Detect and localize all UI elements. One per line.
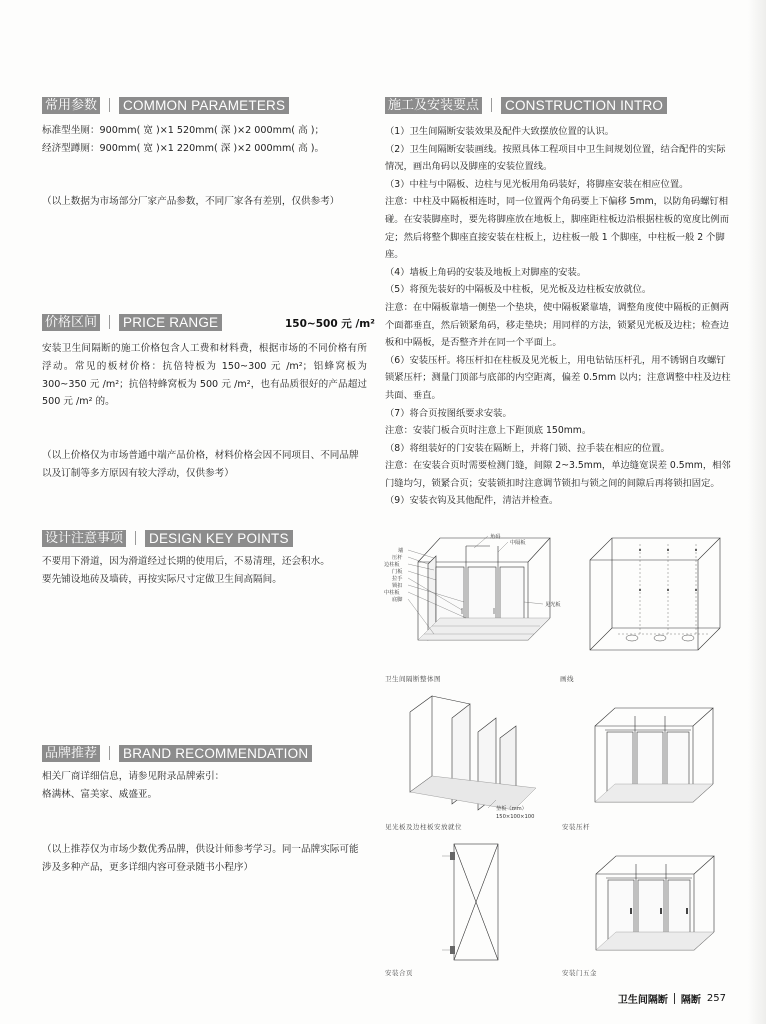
common-params-note: （以上数据为市场部分厂家产品参数，不同厂家各有差别，仅供参考） [42, 196, 340, 207]
label-zhonggeban: 中隔板 [510, 540, 526, 546]
construction-note: 注意：在中隔板靠墙一侧垫一个垫块，使中隔板紧靠墙，调整角度使中隔板的正侧两个面都垂直，然后锁紧角码，移走垫块；用同样的方法，锁紧见光板及边柱；检查边板和中隔板，是否整齐并在同一个平面上。 [385, 301, 729, 349]
design-points-header [42, 529, 293, 547]
figure-marking [580, 530, 730, 670]
design-points-title-zh: 设计注意事项 [42, 530, 126, 547]
brands-header [42, 744, 312, 762]
brands-title-en: BRAND RECOMMENDATION [119, 745, 312, 762]
design-points-title-en: DESIGN KEY POINTS [145, 530, 293, 547]
label-jianguangban: 见光板 [545, 602, 561, 608]
label-jiaozuo: 底脚 [392, 597, 403, 603]
figure-caption: 安装门五金 [562, 969, 597, 977]
common-params-header [42, 96, 289, 114]
header-divider [109, 98, 110, 112]
common-params-title-zh: 常用参数 [42, 97, 100, 114]
footer-chapter: 卫生间隔断 [617, 995, 668, 1006]
label-zhongzhuban: 中柱板 [384, 590, 400, 596]
construction-step: （4）墙板上角码的安装及地板上对脚座的安装。 [385, 266, 587, 278]
label-dianban-size: 150×100×100 [496, 814, 535, 820]
price-range-title-en: PRICE RANGE [119, 314, 222, 331]
figure-caption: 安装合页 [385, 969, 413, 977]
figure-caption: 见光板及边柱板安放就位 [385, 823, 462, 831]
construction-note: 注意：中柱及中隔板相连时，同一位置两个角码要上下偏移 5mm，以防角码螺钉相碰。在安装脚座时，要先将脚座放在地板上，脚座距柱板边沿根据柱板的宽度比例而定；然后将整个脚座直接安装在柱板上，边柱板一般 1 个脚座，中柱板一般 2 个脚座。 [385, 196, 729, 261]
price-range-header [42, 313, 222, 331]
label-dianban: 垫板（mm） [496, 806, 527, 812]
brands-title-zh: 品牌推荐 [42, 745, 100, 762]
figure-caption: 卫生间隔断整体图 [385, 675, 441, 683]
construction-title-en: CONSTRUCTION INTRO [501, 97, 667, 114]
label-qiang: 墙 [398, 548, 404, 554]
construction-step: （5）将预先装好的中隔板及中柱板，见光板及边柱板安放就位。 [385, 284, 652, 296]
construction-note: 注意：安装门板合页时注意上下距顶底 150mm。 [385, 425, 592, 437]
construction-step: （9）安装衣钩及其他配件，清洁并检查。 [385, 495, 559, 507]
footer-divider [674, 993, 675, 1004]
figure-pressure-bar [585, 698, 725, 816]
figure-boards-placed [396, 692, 546, 822]
design-points-line1: 不要用下滑道，因为滑道经过长期的使用后，不易清理，还会积水。 [42, 556, 330, 567]
label-bianzhuban: 边柱板 [384, 562, 400, 568]
price-range-value: 150~500 元 /m² [285, 318, 375, 330]
page-edge-shadow [748, 0, 766, 1024]
design-points-line2: 要先铺设地砖及墙砖，再按实际尺寸定做卫生间高隔间。 [42, 574, 282, 585]
construction-step: （8）将组装好的门安装在隔断上，并将门锁、拉手装在相应的位置。 [385, 442, 670, 454]
header-divider [109, 315, 110, 329]
construction-step: （6）安装压杆。将压杆扣在柱板及见光板上，用电钻钻压杆孔，用不锈钢自攻螺钉锁紧压杆；测量门顶部与底部的内空距离，偏差 0.5mm 以内；注意调整中柱及边柱共面、垂直。 [385, 354, 731, 401]
common-params-line2: 经济型蹲厕：900mm( 宽 )×1 220mm( 深 )×2 000mm( 高 )。 [42, 143, 325, 154]
construction-note: 注意：在安装合页时需要检测门缝，间隙 2~3.5mm，单边缝宽误差 0.5mm，相邻门缝均匀，锁紧合页；安装锁扣时注意调节锁扣与锁之间的间隙后再将锁扣固定。 [385, 460, 731, 489]
construction-step: （2）卫生间隔断安装画线。按照具体工程项目中卫生间规划位置，结合配件的实际情况，画出角码以及脚座的安装位置线。 [385, 143, 726, 173]
construction-steps [385, 123, 731, 510]
page-footer [618, 991, 726, 1006]
figure-overall-partition [378, 522, 568, 672]
figure-caption: 安装压杆 [562, 823, 590, 831]
construction-step: （1）卫生间隔断安装效果及配件大致摆放位置的认识。 [385, 126, 615, 137]
construction-title-zh: 施工及安装要点 [385, 97, 482, 114]
label-suokou: 锁扣 [392, 583, 403, 589]
label-jiaoma: 角码 [490, 534, 501, 540]
price-range-title-zh: 价格区间 [42, 314, 100, 331]
construction-header [385, 96, 667, 114]
figure-caption: 画线 [560, 675, 574, 683]
header-divider [109, 746, 110, 760]
construction-step: （3）中柱与中隔板、边柱与见光板用角码装好，将脚座安装在相应位置。 [385, 178, 689, 190]
price-range-note: （以上价格仅为市场普通中端产品价格，材料价格会因不同项目、不同品牌以及订制等多方原因有较大浮动，仅供参考） [42, 450, 359, 479]
common-params-line1: 标准型坐厕：900mm( 宽 )×1 520mm( 深 )×2 000mm( 高 )； [42, 125, 325, 136]
label-menban: 门板 [392, 569, 403, 575]
construction-step: （7）将合页按图纸要求安装。 [385, 407, 512, 419]
figure-door-hardware [586, 846, 726, 964]
brands-line2: 格满林、富美家、威盛亚。 [42, 789, 158, 800]
header-divider [491, 98, 492, 112]
header-divider [135, 531, 136, 545]
page-number: 257 [706, 993, 726, 1004]
footer-section: 隔断 [680, 995, 701, 1006]
brands-note: （以上推荐仅为市场少数优秀品牌，供设计师参考学习。同一品牌实际可能涉及多种产品，更多详细内容可登录随书小程序） [42, 844, 359, 873]
figure-hinge [430, 838, 520, 966]
label-yagan: 压杆 [392, 555, 403, 561]
brands-line1: 相关厂商详细信息，请参见附录品牌索引： [42, 771, 225, 782]
price-range-body: 安装卫生间隔断的施工价格包含人工费和材料费，根据市场的不同价格有所浮动。常见的板材价格：抗倍特板为 150~300 元 /m²；铝蜂窝板为 300~350 元 /m²；抗倍特蜂窝板为 500 元 /m²，也有品质很好的产品超过 500 元 /m² 的。 [42, 343, 367, 408]
label-lashou: 拉手 [392, 576, 403, 582]
common-params-title-en: COMMON PARAMETERS [119, 97, 289, 114]
